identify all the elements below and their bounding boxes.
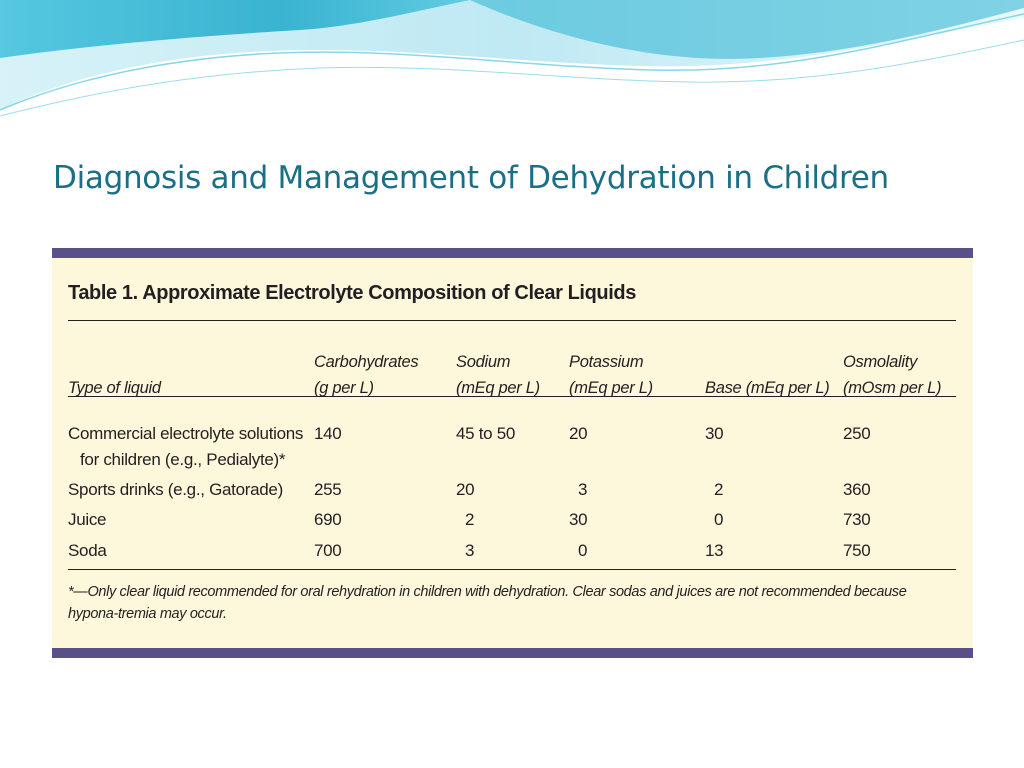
cell-base: 2 [714,480,724,499]
cell-potassium: 3 [578,480,588,499]
cell-type-of-liquid: Soda [68,541,107,560]
cell-carbohydrates: 255 [314,480,342,499]
table-footnote: *—Only clear liquid recommended for oral rehydration in children with dehydration. Clear sodas and juices are not recommended because hypona-tremia may occur. [68,584,907,622]
cell-potassium: 20 [569,424,588,443]
cell-carbohydrates: 690 [314,510,342,529]
cell-osmolality: 250 [843,424,871,443]
header-wave-decoration [0,0,1024,130]
cell-osmolality: 730 [843,510,871,529]
header-osmolality-unit: (mOsm per L) [843,379,942,397]
cell-base: 0 [714,510,724,529]
table-caption: Table 1. Approximate Electrolyte Composition of Clear Liquids [68,282,636,304]
cell-carbohydrates: 700 [314,541,342,560]
header-potassium-unit: (mEq per L) [569,379,653,397]
header-carbohydrates-unit: (g per L) [314,379,374,397]
table-header-rule [68,396,956,397]
cell-type-of-liquid: Commercial electrolyte solutions [68,424,304,443]
cell-sodium: 20 [456,480,475,499]
cell-sodium: 3 [465,541,475,560]
slide-title: Diagnosis and Management of Dehydration in Children [53,160,889,196]
header-type-of-liquid: Type of liquid [68,379,161,397]
table-top-rule [68,320,956,321]
cell-carbohydrates: 140 [314,424,342,443]
cell-type-of-liquid: Sports drinks (e.g., Gatorade) [68,480,283,499]
cell-osmolality: 360 [843,480,871,499]
cell-type-of-liquid-cont: for children (e.g., Pedialyte)* [80,450,286,469]
electrolyte-table-panel [52,248,973,658]
cell-base: 13 [705,541,724,560]
cell-potassium: 30 [569,510,588,529]
header-carbohydrates: Carbohydrates [314,353,419,371]
header-osmolality: Osmolality [843,353,918,371]
header-base: Base (mEq per L) [705,379,830,397]
cell-base: 30 [705,424,724,443]
header-sodium-unit: (mEq per L) [456,379,540,397]
cell-potassium: 0 [578,541,588,560]
table-bottom-rule [68,569,956,570]
cell-sodium: 2 [465,510,475,529]
cell-type-of-liquid: Juice [68,510,107,529]
header-potassium: Potassium [569,353,644,371]
header-sodium: Sodium [456,353,511,371]
cell-sodium: 45 to 50 [456,424,516,443]
cell-osmolality: 750 [843,541,871,560]
